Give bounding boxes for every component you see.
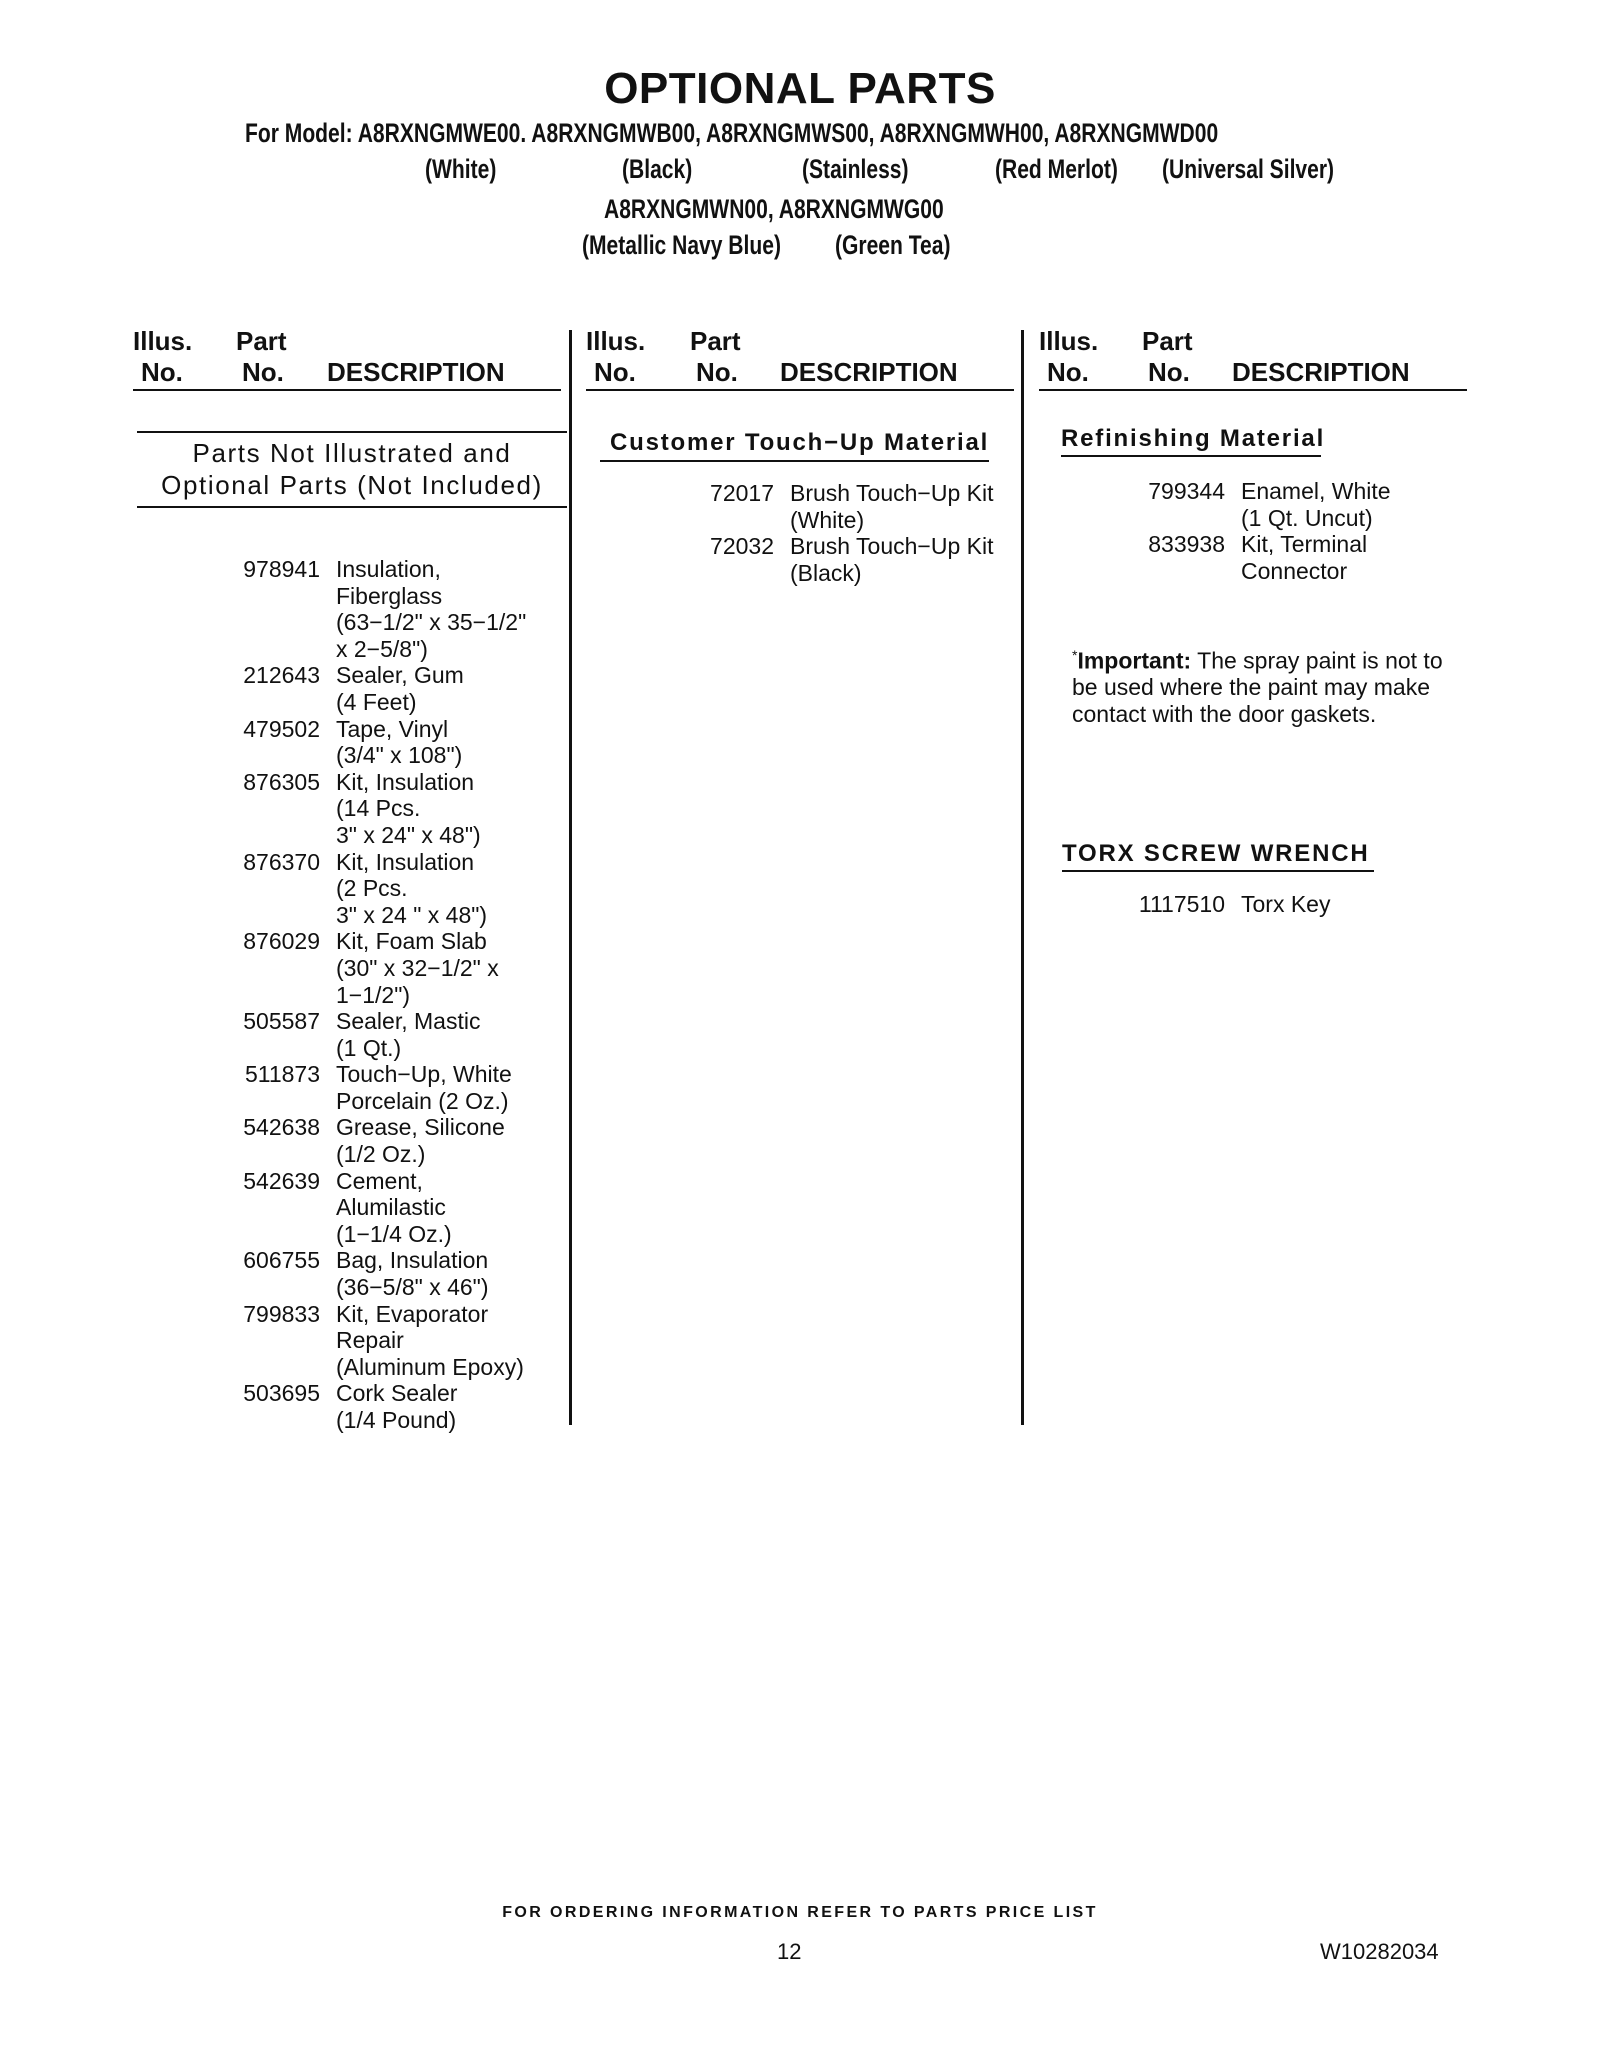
part-number: 72032 [710, 533, 774, 560]
list-item [222, 556, 526, 662]
part-description: Kit, Evaporator Repair (Aluminum Epoxy) [336, 1300, 524, 1380]
list-item [222, 769, 526, 849]
col2-section-title: Customer Touch−Up Material [610, 429, 990, 456]
list-item [222, 1008, 526, 1061]
part-description: Insulation, Fiberglass (63−1/2" x 35−1/2" x 2−5/8") [336, 556, 527, 662]
list-item [222, 662, 526, 715]
color-metallic-navy-blue: (Metallic Navy Blue) [582, 230, 781, 260]
color-green-tea: (Green Tea) [835, 230, 951, 260]
col3-header-rule [1039, 389, 1467, 391]
page-title: OPTIONAL PARTS [604, 64, 996, 113]
part-description: Cork Sealer (1/4 Pound) [336, 1380, 458, 1433]
col2-part-no-header: No. [696, 357, 738, 387]
part-description: Tape, Vinyl (3/4" x 108") [336, 715, 463, 769]
col1-section-rule-top [137, 431, 567, 433]
part-number: 876029 [243, 928, 320, 955]
color-stainless: (Stainless) [802, 154, 909, 184]
torx-section-title: TORX SCREW WRENCH [1062, 840, 1370, 867]
col1-header-rule [133, 389, 561, 391]
col3-section-title: Refinishing Material [1061, 425, 1326, 452]
part-description: Torx Key [1241, 891, 1331, 917]
torx-parts-list [1112, 891, 1330, 918]
column-divider-1 [569, 330, 572, 1425]
part-description: Sealer, Gum (4 Feet) [336, 662, 464, 715]
col1-illus-no-header: No. [141, 357, 183, 387]
list-item [222, 1301, 526, 1381]
part-description: Bag, Insulation (36−5/8" x 46") [336, 1247, 489, 1301]
col2-parts-list [672, 480, 994, 586]
part-description: Kit, Terminal Connector [1241, 531, 1368, 584]
list-item [1125, 531, 1391, 584]
part-number: 503695 [243, 1380, 320, 1407]
col1-section-rule-bottom [137, 506, 567, 508]
part-description: Brush Touch−Up Kit (Black) [790, 533, 994, 586]
part-number: 511873 [244, 1061, 320, 1088]
important-note [1072, 642, 1447, 727]
col1-description-header: DESCRIPTION [327, 357, 505, 387]
col3-parts-list [1125, 478, 1391, 584]
list-item [672, 480, 994, 533]
list-item [1125, 478, 1391, 531]
list-item [1112, 891, 1330, 918]
list-item [222, 1247, 526, 1300]
color-black: (Black) [622, 154, 693, 184]
col3-part-header: Part [1142, 326, 1193, 356]
part-number: 212643 [243, 662, 320, 689]
part-number: 978941 [243, 556, 320, 582]
col2-section-rule [600, 460, 989, 462]
col1-section-title-line1: Parts Not Illustrated and [192, 438, 512, 468]
part-description: Kit, Insulation (14 Pcs. 3" x 24" x 48") [336, 768, 481, 848]
page-number: 12 [777, 1939, 802, 1964]
list-item [222, 849, 526, 929]
col3-illus-no-header: No. [1047, 357, 1089, 387]
document-number: W10282034 [1320, 1939, 1439, 1964]
important-label: Important: [1077, 647, 1192, 674]
list-item [222, 1114, 526, 1167]
color-universal-silver: (Universal Silver) [1162, 154, 1335, 184]
col3-section-rule [1061, 455, 1321, 457]
model-line-1: For Model: A8RXNGMWE00. A8RXNGMWB00, A8RXNGMWS00, A8RXNGMWH00, A8RXNGMWD00 [245, 118, 1219, 148]
part-number: 876370 [243, 848, 320, 875]
col1-parts-list [222, 556, 526, 1434]
list-item [222, 1380, 526, 1433]
col2-description-header: DESCRIPTION [780, 357, 958, 387]
col1-part-no-header: No. [242, 357, 284, 387]
col3-description-header: DESCRIPTION [1232, 357, 1410, 387]
col1-part-header: Part [236, 326, 287, 356]
col1-illus-header: Illus. [133, 326, 193, 356]
part-number: 1117510 [1138, 891, 1225, 917]
part-number: 876305 [243, 768, 320, 795]
model-line-2: A8RXNGMWN00, A8RXNGMWG00 [604, 194, 944, 224]
part-description: Cement, Alumilastic (1−1/4 Oz.) [336, 1167, 452, 1247]
list-item [222, 716, 526, 769]
part-description: Brush Touch−Up Kit (White) [790, 480, 994, 533]
part-number: 72017 [710, 480, 774, 506]
part-number: 799344 [1148, 478, 1225, 504]
part-description: Touch−Up, White Porcelain (2 Oz.) [336, 1061, 512, 1114]
important-text: The spray paint is not to be used where the paint may make contact with the door gaskets. [1072, 647, 1443, 727]
part-number: 799833 [243, 1300, 320, 1327]
list-item [222, 928, 526, 1008]
color-white: (White) [425, 154, 497, 184]
col1-section-title-line2: Optional Parts (Not Included) [161, 470, 543, 500]
list-item [672, 533, 994, 586]
col3-illus-header: Illus. [1039, 326, 1099, 356]
part-number: 542639 [243, 1167, 320, 1194]
part-number: 479502 [243, 715, 320, 742]
col2-header-rule [586, 389, 1014, 391]
col3-part-no-header: No. [1148, 357, 1190, 387]
part-description: Kit, Insulation (2 Pcs. 3" x 24 " x 48") [336, 848, 488, 928]
part-description: Sealer, Mastic (1 Qt.) [336, 1008, 481, 1061]
part-description: Grease, Silicone (1/2 Oz.) [336, 1114, 505, 1168]
ordering-note: FOR ORDERING INFORMATION REFER TO PARTS PRICE LIST [502, 1904, 1098, 1921]
part-number: 505587 [243, 1008, 320, 1035]
col2-illus-header: Illus. [586, 326, 646, 356]
col2-illus-no-header: No. [594, 357, 636, 387]
color-red-merlot: (Red Merlot) [995, 154, 1118, 184]
list-item [222, 1061, 526, 1114]
part-description: Enamel, White (1 Qt. Uncut) [1241, 478, 1391, 531]
important-asterisk: * [1072, 647, 1078, 663]
part-description: Kit, Foam Slab (30" x 32−1/2" x 1−1/2") [336, 928, 499, 1008]
part-number: 833938 [1148, 531, 1225, 558]
part-number: 542638 [243, 1114, 320, 1141]
torx-section-rule [1062, 870, 1374, 872]
part-number: 606755 [243, 1247, 320, 1274]
column-divider-2 [1021, 330, 1024, 1425]
list-item [222, 1168, 526, 1248]
col2-part-header: Part [690, 326, 741, 356]
